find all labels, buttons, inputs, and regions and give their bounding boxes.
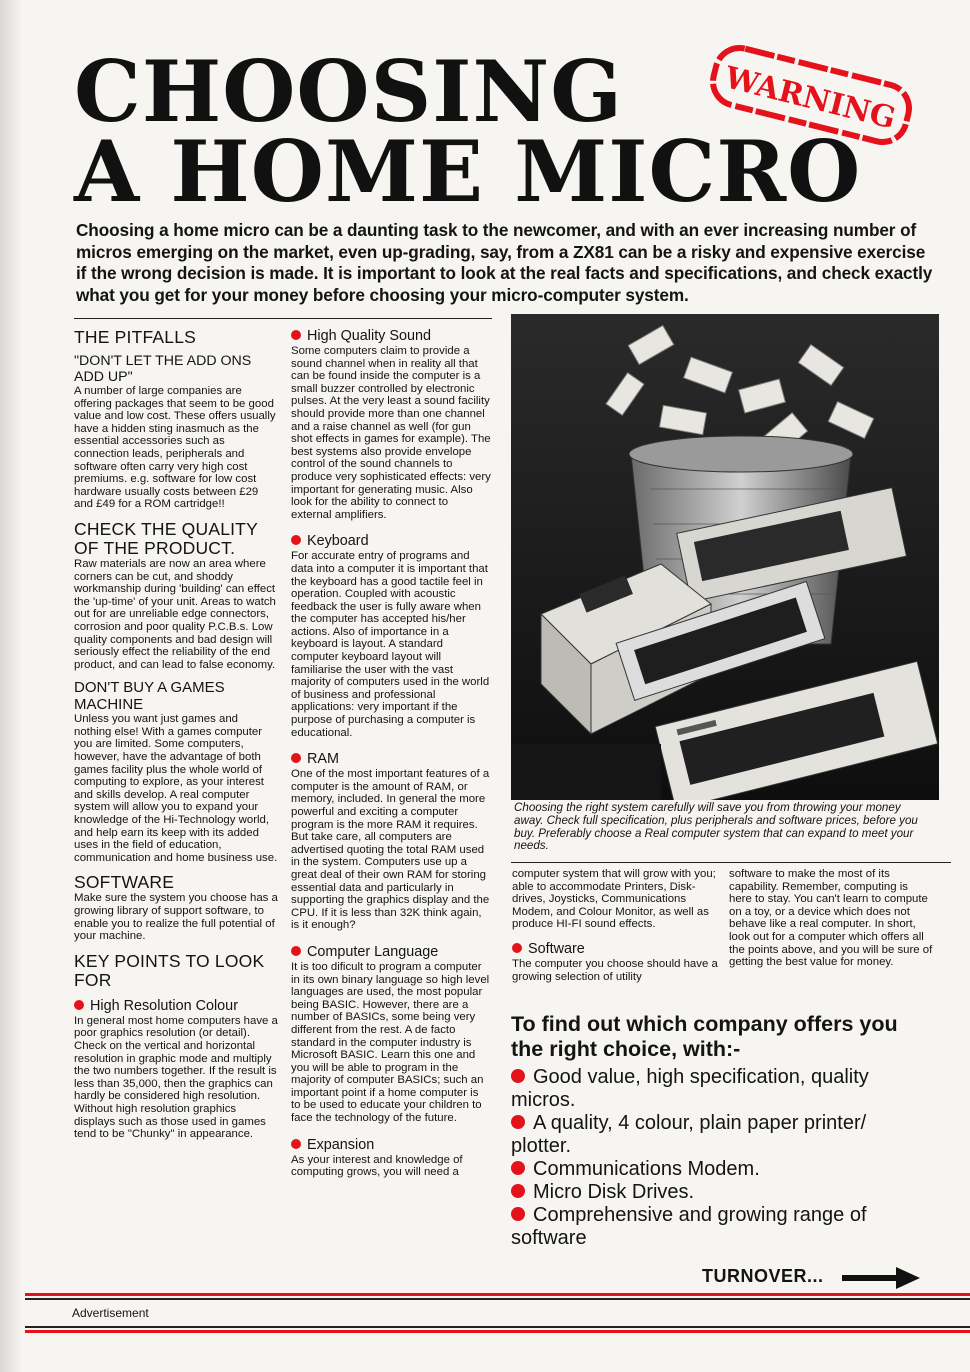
software-bullet-body: The computer you choose should have a growing selection of utility — [512, 957, 718, 983]
cta-item: Good value, high specification, quality micros. — [511, 1066, 869, 1111]
software-bullet-heading: Software — [512, 941, 720, 958]
photo-caption: Choosing the right system carefully will save you from throwing your money away. Check full specification, plus peripherals and software prices, before you buy. Preferably choose a Real computer system that can expand to meet your needs. — [514, 801, 918, 853]
expansion-body: As your interest and knowledge of computing grows, you will need a — [291, 1153, 463, 1179]
column-4 — [729, 868, 933, 969]
hires-body: In general most home computers have a poor graphics resolution (or detail). Check on the vertical and horizontal resolution in graphic mode and multiply the two numbers together. If the result is less than 35,000, then the graphics can hardly be considered high resolution. Without high resolution graphics displays such as those used in games tend to be "Chunky" in appearance. — [74, 1014, 278, 1141]
red-bullet-icon — [291, 1139, 301, 1149]
headline-line-2: A HOME MICRO — [74, 122, 862, 221]
sound-heading: High Quality Sound — [291, 328, 491, 345]
page-edge-shadow — [0, 0, 22, 1372]
pitfalls-subheading: "DON'T LET THE ADD ONS ADD UP" — [74, 353, 252, 385]
language-heading: Computer Language — [291, 944, 491, 961]
column-3 — [512, 868, 720, 983]
software-heading: SOFTWARE — [74, 872, 175, 893]
red-bullet-icon — [511, 1069, 525, 1083]
red-bullet-icon — [74, 1000, 84, 1010]
red-bullet-icon — [291, 330, 301, 340]
red-bullet-icon — [512, 943, 522, 953]
column-1 — [74, 328, 278, 1141]
keyboard-body: For accurate entry of programs and data into a computer it is important that the keyboard has a good tactile feel in operation. Coupled with acoustic feedback the user is fully aware when the computer has accepted his/her actions. Also of importance in a keyboard is layout. A standard computer keyboard layout will familiarise the user with the vast majority of computers used in the world of business and professional applications: very important if the purpose of purchasing a computer is educational. — [291, 550, 490, 739]
quality-body: Raw materials are now an area where corners can be cut, and shoddy workmanship during 'building' can effect the 'up-time' of your unit. Areas to watch out for are unreliable edge connectors, corrosion and poor quality P.C.B.s. Low quality components and bad design will seriously effect the reliability of the end product, and can lead to false economy. — [74, 557, 276, 671]
red-bullet-icon — [291, 753, 301, 763]
footer-label: Advertisement — [72, 1306, 149, 1320]
red-bullet-icon — [291, 535, 301, 545]
expansion-body-continued: computer system that will grow with you; able to accommodate Printers, Disk-drives, Joysticks, Communications Modem, and Colour Monitor, as well as produce HI-FI sound effects. — [512, 868, 716, 931]
cta-heading: To find out which company offers you the right choice, with:- — [511, 1012, 898, 1061]
footer-black-stripe-top — [25, 1298, 970, 1300]
footer-black-stripe-bottom — [25, 1326, 970, 1328]
software-body: Make sure the system you choose has a growing library of support software, to enable you to realize the full potential of your machine. — [74, 892, 278, 943]
intro-paragraph: Choosing a home micro can be a daunting task to the newcomer, and with an ever increasing number of micros emerging on the market, even up-grading, say, from a ZX81 can be a risky and expensive exercise if the wrong decision is made. It is important to look at the real facts and specifications, and check exactly what you get for your money before choosing your micro-computer system. — [76, 220, 933, 305]
red-bullet-icon — [511, 1207, 525, 1221]
cta-item: Comprehensive and growing range of software — [511, 1204, 867, 1249]
quality-heading: CHECK THE QUALITY OF THE PRODUCT. — [74, 518, 258, 558]
key-points-heading: KEY POINTS TO LOOK FOR — [74, 950, 265, 990]
games-heading: DON'T BUY A GAMES MACHINE — [74, 679, 225, 713]
turnover-prompt — [702, 1266, 824, 1287]
ram-heading: RAM — [291, 751, 491, 768]
cta-item: Micro Disk Drives. — [511, 1181, 931, 1204]
software-body-continued: software to make the most of its capability. Remember, computing is here to stay. You can't learn to compute on a toy, or a device which does not behave like a real computer. In short, look out for a computer which offers all the points above, and you will be sure of getting the best value for money. — [729, 868, 933, 969]
column-2 — [291, 328, 491, 1179]
sound-body: Some computers claim to provide a sound channel when in reality all that can be found inside the computer is a small buzzer controlled by electronic pulses. At the very least a sound facility should provide more than one channel and a raise channel as well (for gun shot effects in games for example). The best systems also provide envelope control of the sound channels to produce very sophisticated effects: very important for generating music. Also look for the ability to connect to external amplifiers. — [291, 345, 491, 521]
footer-red-stripe-top — [25, 1293, 970, 1296]
red-bullet-icon — [511, 1115, 525, 1129]
column-top-rule — [74, 318, 492, 319]
cta-item: Communications Modem. — [511, 1158, 931, 1181]
warning-stamp-text: WARNING — [721, 60, 900, 137]
hires-heading: High Resolution Colour — [74, 998, 278, 1015]
games-body: Unless you want just games and nothing else! With a games computer you are limited. Some computers, however, have the advantage of both games facility plus the whole world of computing to explore, as your interest and skills develop. A real computer system will allow you to expand your knowledge of the Hi-Technology world, and help earn its keep with its added uses in the field of education, communication and home business use. — [74, 713, 278, 864]
computers-in-bin-photo — [511, 314, 939, 800]
keyboard-heading: Keyboard — [291, 533, 491, 550]
caption-rule — [511, 862, 951, 863]
headline-line-1: CHOOSING — [74, 42, 624, 141]
call-to-action — [511, 1012, 931, 1250]
language-body: It is too dificult to program a computer in its own binary language so high level languages are used, the most popular being BASIC. However, there are a number of BASICs, some being very different from the rest. A de facto standard in the computer industry is Microsoft BASIC. Learn this one and you will be able to program in the majority of computer BASICs; such an important point if a home computer is to be used to educate your children to face the technology of the future. — [291, 960, 490, 1125]
cta-item: A quality, 4 colour, plain paper printer/ plotter. — [511, 1112, 867, 1157]
red-bullet-icon — [511, 1184, 525, 1198]
pitfalls-body: A number of large companies are offering packages that seem to be good value and low cost. These offers usually have a hidden sting inasmuch as the essential accessories such as connection leads, peripherals and software often carry very high cost premiums. e.g. software for low cost hardware usually costs between £29 and £49 for a ROM cartridge!! — [74, 385, 276, 511]
pitfalls-heading: THE PITFALLS — [74, 327, 197, 347]
expansion-heading: Expansion — [291, 1137, 491, 1154]
turnover-text: TURNOVER... — [702, 1266, 824, 1286]
footer-red-stripe-bottom — [25, 1330, 970, 1333]
red-bullet-icon — [291, 946, 301, 956]
arrow-right-icon — [842, 1266, 922, 1290]
red-bullet-icon — [511, 1161, 525, 1175]
ram-body: One of the most important features of a computer is the amount of RAM, or memory, included. In general the more powerful and exciting a computer program is the more RAM it requires. But take care, all computers are advertised quoting the total RAM used in the system. Computers use up a great deal of their own RAM for storing essential data and particularly in supporting the graphics display and the CPU. If it is less than 32K think again, is it enough? — [291, 768, 490, 932]
